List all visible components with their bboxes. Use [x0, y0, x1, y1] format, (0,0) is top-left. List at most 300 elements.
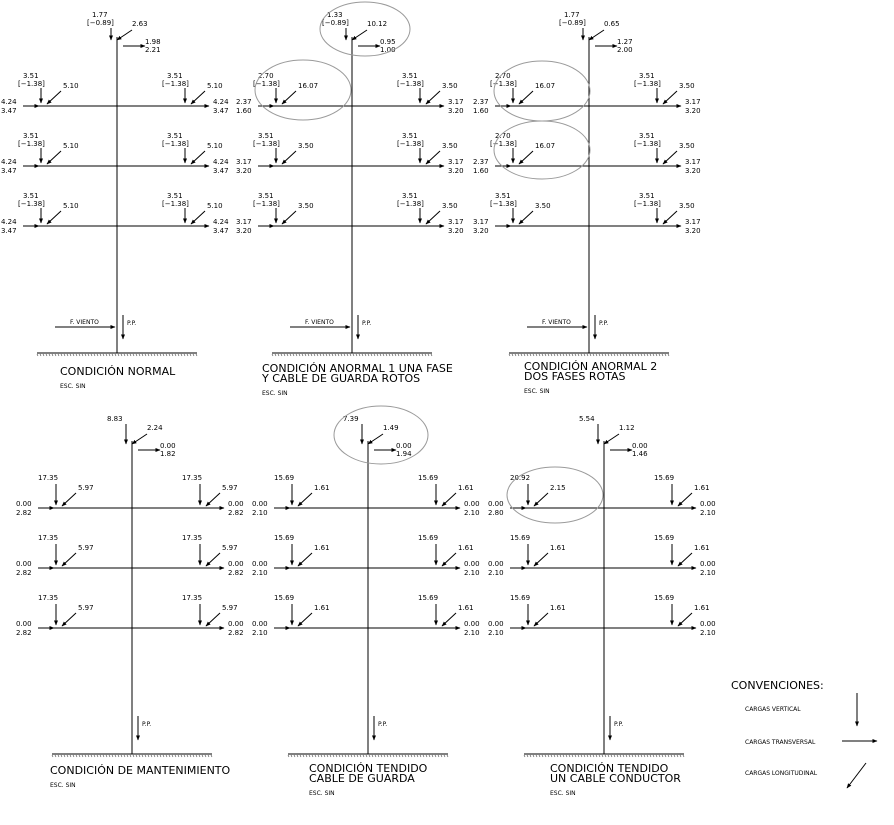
vertical-load-bracket: [−1.38] [397, 200, 424, 208]
transversal-load-value-upper: 0.00 [16, 560, 32, 568]
transversal-load-value-lower: 3.20 [685, 167, 701, 175]
diagram-anormal-1 [236, 2, 464, 397]
longitudinal-load-value: 3.50 [298, 142, 314, 150]
ground-hatch [136, 755, 137, 757]
vertical-load-value: 2.70 [495, 132, 511, 140]
longitudinal-load-value: 16.07 [535, 82, 556, 90]
ground-hatch [620, 755, 621, 757]
ground-hatch [333, 755, 334, 757]
ground-hatch [596, 354, 597, 356]
ground-hatch [632, 354, 633, 356]
ground-hatch [61, 755, 62, 757]
left-load-node [1, 72, 79, 115]
diagonal-arrow-icon [847, 763, 866, 788]
transversal-load-value-lower: 3.20 [448, 227, 464, 235]
ground-hatch [590, 755, 591, 757]
ground-hatch [650, 354, 651, 356]
ground-hatch [626, 755, 627, 757]
ground-hatch [127, 755, 128, 757]
longitudinal-load-arrow [206, 553, 220, 566]
longitudinal-load-arrow [47, 91, 61, 104]
crossarm-1 [488, 474, 716, 517]
ground-hatch [593, 755, 594, 757]
longitudinal-load-arrow [442, 493, 456, 506]
crossarm-1 [473, 72, 701, 115]
ground-hatch [76, 755, 77, 757]
vertical-load-value: 15.69 [274, 534, 295, 542]
transversal-load-value-upper: 3.17 [448, 98, 464, 106]
ground-hatch [118, 755, 119, 757]
ground-hatch [429, 755, 430, 757]
ground-hatch [175, 755, 176, 757]
diagram-title: CONDICIÓN ANORMAL 1 UNA FASE [262, 362, 453, 375]
ground-hatch [58, 755, 59, 757]
ground-hatch [515, 354, 516, 356]
transversal-load-value-lower: 2.82 [228, 509, 244, 517]
ground-hatch [402, 755, 403, 757]
ground-hatch [674, 755, 675, 757]
top-diagonal-arrow [368, 434, 383, 444]
vertical-load-value: 15.69 [654, 534, 675, 542]
longitudinal-load-value: 1.61 [458, 604, 474, 612]
top-vertical-value: 5.54 [579, 415, 595, 423]
transversal-load-value-upper: 3.17 [685, 158, 701, 166]
right-load-node [418, 474, 480, 517]
transversal-load-value-lower: 3.47 [1, 167, 17, 175]
ground-hatch [103, 755, 104, 757]
longitudinal-load-value: 3.50 [442, 82, 458, 90]
ground-hatch [365, 354, 366, 356]
transversal-load-value-lower: 2.82 [16, 629, 32, 637]
crossarm-3 [252, 594, 480, 637]
transversal-load-value-upper: 0.00 [488, 500, 504, 508]
transversal-load-value-lower: 1.60 [473, 167, 489, 175]
ground-hatch [539, 755, 540, 757]
ground-hatch [293, 354, 294, 356]
ground-hatch [324, 755, 325, 757]
ground-hatch [181, 755, 182, 757]
wind-force-label: F. VIENTO [305, 319, 334, 326]
ground-hatch [297, 755, 298, 757]
conventions-legend [731, 679, 877, 788]
diagram-title: CABLE DE GUARDA [309, 772, 415, 785]
ground-hatch [115, 755, 116, 757]
vertical-load-value: 15.69 [510, 534, 531, 542]
transversal-load-value-upper: 0.00 [488, 620, 504, 628]
vertical-load-bracket: [−1.38] [18, 200, 45, 208]
ground-hatch [49, 354, 50, 356]
longitudinal-load-value: 5.10 [63, 82, 79, 90]
ground-hatch [560, 755, 561, 757]
crossarm-2 [16, 534, 244, 577]
transversal-load-value-upper: 2.37 [473, 98, 489, 106]
ground-hatch [608, 354, 609, 356]
ground-hatch [629, 755, 630, 757]
ground-hatch [542, 354, 543, 356]
left-load-node [252, 594, 330, 637]
ground-hatch [82, 755, 83, 757]
transversal-load-value-upper: 0.00 [16, 620, 32, 628]
ground-hatch [530, 354, 531, 356]
ground-hatch [614, 755, 615, 757]
ground-hatch [323, 354, 324, 356]
ground-hatch [67, 354, 68, 356]
transversal-load-value-lower: 3.20 [685, 107, 701, 115]
ground-hatch [554, 755, 555, 757]
top-side-value-lower: 1.82 [160, 450, 176, 458]
ground-hatch [545, 755, 546, 757]
ground-hatch [542, 755, 543, 757]
ground-hatch [410, 354, 411, 356]
longitudinal-load-value: 1.61 [694, 484, 710, 492]
left-load-node [236, 72, 318, 115]
vertical-load-value: 15.69 [654, 474, 675, 482]
ground-hatch [563, 755, 564, 757]
highlight-ellipse-1 [494, 61, 590, 121]
ground-hatch [109, 354, 110, 356]
top-diagonal-arrow [117, 30, 132, 40]
vertical-load-bracket: [−1.38] [397, 140, 424, 148]
ground-hatch [665, 755, 666, 757]
transversal-load-value-lower: 2.10 [700, 509, 716, 517]
ground-hatch [97, 354, 98, 356]
right-load-node [418, 594, 480, 637]
vertical-load-bracket: [−1.38] [162, 80, 189, 88]
right-load-node [182, 594, 244, 637]
top-side-value-lower: 2.21 [145, 46, 161, 54]
top-vertical-value: 1.77 [564, 11, 580, 19]
ground-hatch [359, 354, 360, 356]
ground-hatch [590, 354, 591, 356]
ground-hatch [82, 354, 83, 356]
ground-hatch [602, 755, 603, 757]
transversal-load-value-upper: 4.24 [1, 158, 17, 166]
ground-hatch [653, 755, 654, 757]
ground-hatch [524, 354, 525, 356]
crossarm-2 [1, 132, 229, 175]
transversal-load-value-lower: 2.82 [228, 629, 244, 637]
ground-hatch [363, 755, 364, 757]
right-load-node [654, 474, 716, 517]
ground-hatch [395, 354, 396, 356]
crossarm-2 [252, 534, 480, 577]
ground-hatch [420, 755, 421, 757]
ground-hatch [37, 354, 38, 356]
ground-hatch [314, 354, 315, 356]
left-load-node [252, 474, 330, 517]
ground-hatch [578, 354, 579, 356]
ground-hatch [533, 354, 534, 356]
transversal-load-value-upper: 0.00 [700, 500, 716, 508]
convention-label-vertical: CARGAS VERTICAL [745, 706, 801, 713]
ground-hatch [605, 755, 606, 757]
ground-hatch [584, 755, 585, 757]
ground-hatch [157, 354, 158, 356]
self-weight-label: P.P. [127, 320, 137, 327]
transversal-load-value-lower: 2.82 [228, 569, 244, 577]
longitudinal-load-arrow [678, 613, 692, 626]
ground-hatch [169, 755, 170, 757]
top-vertical-bracket: [−0.89] [322, 19, 349, 27]
ground-hatch [554, 354, 555, 356]
left-load-node [16, 534, 94, 577]
self-weight-label: P.P. [599, 320, 609, 327]
longitudinal-load-value: 1.61 [314, 604, 330, 612]
longitudinal-load-value: 5.97 [222, 604, 238, 612]
vertical-load-value: 3.51 [402, 72, 418, 80]
right-load-node [162, 132, 229, 175]
top-diagonal-arrow [132, 434, 147, 444]
ground-hatch [184, 354, 185, 356]
diagram-scale: ESC. SIN [550, 790, 576, 797]
diagram-title: CONDICIÓN NORMAL [60, 365, 176, 378]
longitudinal-load-arrow [426, 91, 440, 104]
ground-hatch [64, 354, 65, 356]
ground-hatch [326, 354, 327, 356]
ground-hatch [305, 354, 306, 356]
crossarm-3 [1, 192, 229, 235]
longitudinal-load-arrow [62, 553, 76, 566]
ground-hatch [644, 354, 645, 356]
vertical-load-bracket: [−1.38] [490, 200, 517, 208]
ground-hatch [668, 354, 669, 356]
transversal-load-value-lower: 2.82 [16, 509, 32, 517]
ground-hatch [79, 354, 80, 356]
ground-hatch [336, 755, 337, 757]
ground-hatch [284, 354, 285, 356]
ground-hatch [551, 755, 552, 757]
right-load-node [634, 72, 701, 115]
ground-hatch [581, 755, 582, 757]
ground-hatch [414, 755, 415, 757]
vertical-load-value: 3.51 [167, 192, 183, 200]
ground-hatch [399, 755, 400, 757]
transversal-load-value-upper: 4.24 [213, 218, 229, 226]
longitudinal-load-value: 5.10 [207, 142, 223, 150]
ground-hatch [109, 755, 110, 757]
top-vertical-value: 1.33 [327, 11, 343, 19]
diagram-tendido-guarda [252, 406, 480, 797]
ground-hatch [368, 354, 369, 356]
longitudinal-load-value: 1.61 [458, 484, 474, 492]
ground-hatch [527, 354, 528, 356]
diagram-title: DOS FASES ROTAS [524, 370, 626, 383]
transversal-load-value-lower: 3.20 [448, 107, 464, 115]
transversal-load-value-lower: 3.20 [685, 227, 701, 235]
top-diagonal-value: 1.12 [619, 424, 635, 432]
ground-hatch [572, 755, 573, 757]
ground-hatch [46, 354, 47, 356]
ground-hatch [623, 755, 624, 757]
vertical-load-value: 3.51 [23, 132, 39, 140]
ground-hatch [329, 354, 330, 356]
ground-hatch [587, 755, 588, 757]
left-load-node [473, 132, 555, 175]
longitudinal-load-value: 16.07 [298, 82, 319, 90]
longitudinal-load-arrow [62, 613, 76, 626]
ground-hatch [145, 755, 146, 757]
ground-hatch [411, 755, 412, 757]
longitudinal-load-value: 5.10 [63, 202, 79, 210]
ground-hatch [521, 354, 522, 356]
ground-hatch [426, 755, 427, 757]
ground-hatch [680, 755, 681, 757]
ground-hatch [288, 755, 289, 757]
vertical-load-value: 2.70 [495, 72, 511, 80]
ground-hatch [444, 755, 445, 757]
ground-hatch [557, 354, 558, 356]
transversal-load-value-lower: 2.10 [700, 629, 716, 637]
longitudinal-load-arrow [663, 211, 677, 224]
right-load-node [162, 192, 229, 235]
ground-hatch [97, 755, 98, 757]
longitudinal-load-value: 2.15 [550, 484, 566, 492]
ground-hatch [536, 354, 537, 356]
left-load-node [488, 534, 566, 577]
top-side-value-lower: 1.94 [396, 450, 412, 458]
ground-hatch [187, 354, 188, 356]
longitudinal-load-arrow [678, 493, 692, 506]
ground-hatch [605, 354, 606, 356]
longitudinal-load-value: 5.10 [207, 82, 223, 90]
ground-hatch [133, 354, 134, 356]
ground-hatch [392, 354, 393, 356]
ground-hatch [205, 755, 206, 757]
ground-hatch [380, 354, 381, 356]
ground-hatch [665, 354, 666, 356]
ground-hatch [599, 755, 600, 757]
ground-hatch [656, 755, 657, 757]
ground-hatch [647, 354, 648, 356]
diagram-title: Y CABLE DE GUARDA ROTOS [262, 372, 421, 385]
ground-hatch [405, 755, 406, 757]
vertical-load-value: 3.51 [639, 132, 655, 140]
ground-hatch [419, 354, 420, 356]
top-side-value-upper: 0.00 [160, 442, 176, 450]
ground-hatch [593, 354, 594, 356]
left-load-node [473, 72, 555, 115]
vertical-load-value: 15.69 [510, 594, 531, 602]
longitudinal-load-value: 5.97 [222, 484, 238, 492]
right-load-node [634, 132, 701, 175]
longitudinal-load-value: 3.50 [442, 202, 458, 210]
ground-hatch [296, 354, 297, 356]
ground-hatch [294, 755, 295, 757]
ground-hatch [644, 755, 645, 757]
ground-hatch [73, 755, 74, 757]
vertical-load-value: 3.51 [167, 72, 183, 80]
longitudinal-load-arrow [663, 151, 677, 164]
transversal-load-value-lower: 2.10 [488, 629, 504, 637]
ground-hatch [372, 755, 373, 757]
longitudinal-load-value: 5.97 [78, 604, 94, 612]
ground-hatch [353, 354, 354, 356]
longitudinal-load-arrow [442, 613, 456, 626]
ground-hatch [396, 755, 397, 757]
ground-hatch [662, 354, 663, 356]
crossarm-3 [473, 192, 701, 235]
diagram-scale: ESC. SIN [50, 782, 76, 789]
ground-hatch [575, 354, 576, 356]
ground-hatch [124, 755, 125, 757]
ground-hatch [432, 755, 433, 757]
ground-hatch [91, 755, 92, 757]
ground-hatch [309, 755, 310, 757]
right-load-node [418, 534, 480, 577]
transversal-load-value-upper: 0.00 [228, 500, 244, 508]
ground-hatch [115, 354, 116, 356]
vertical-load-value: 17.35 [38, 474, 59, 482]
ground-hatch [545, 354, 546, 356]
vertical-load-value: 15.69 [418, 474, 439, 482]
vertical-load-value: 3.51 [495, 192, 511, 200]
left-load-node [1, 192, 79, 235]
top-vertical-value: 1.77 [92, 11, 108, 19]
ground-hatch [422, 354, 423, 356]
ground-hatch [121, 354, 122, 356]
ground-hatch [441, 755, 442, 757]
ground-hatch [374, 354, 375, 356]
top-diagonal-value: 2.24 [147, 424, 163, 432]
ground-hatch [548, 755, 549, 757]
ground-hatch [566, 755, 567, 757]
ground-line [288, 754, 448, 757]
longitudinal-load-value: 1.61 [550, 544, 566, 552]
ground-hatch [635, 354, 636, 356]
ground-hatch [327, 755, 328, 757]
ground-hatch [530, 755, 531, 757]
ground-hatch [611, 755, 612, 757]
self-weight-label: P.P. [142, 721, 152, 728]
ground-hatch [416, 354, 417, 356]
crossarm-1 [1, 72, 229, 115]
right-load-node [397, 192, 464, 235]
ground-hatch [76, 354, 77, 356]
ground-hatch [300, 755, 301, 757]
top-side-value-upper: 0.00 [632, 442, 648, 450]
ground-hatch [351, 755, 352, 757]
ground-hatch [166, 755, 167, 757]
ground-hatch [199, 755, 200, 757]
ground-hatch [384, 755, 385, 757]
transversal-load-value-upper: 0.00 [16, 500, 32, 508]
transversal-load-value-lower: 2.10 [252, 569, 268, 577]
ground-hatch [184, 755, 185, 757]
ground-hatch [366, 755, 367, 757]
ground-hatch [317, 354, 318, 356]
longitudinal-load-arrow [282, 91, 296, 104]
top-side-value-upper: 1.98 [145, 38, 161, 46]
transversal-load-value-upper: 2.37 [473, 158, 489, 166]
highlight-ellipse-2 [494, 121, 590, 179]
transversal-load-value-lower: 3.20 [473, 227, 489, 235]
vertical-load-value: 15.69 [274, 474, 295, 482]
ground-hatch [560, 354, 561, 356]
vertical-load-value: 15.69 [274, 594, 295, 602]
ground-hatch [281, 354, 282, 356]
ground-hatch [407, 354, 408, 356]
longitudinal-load-value: 1.61 [694, 604, 710, 612]
ground-hatch [332, 354, 333, 356]
ground-hatch [202, 755, 203, 757]
transversal-load-value-lower: 2.10 [464, 509, 480, 517]
vertical-load-bracket: [−1.38] [18, 80, 45, 88]
ground-hatch [311, 354, 312, 356]
ground-hatch [160, 354, 161, 356]
ground-hatch [85, 755, 86, 757]
transversal-load-value-upper: 2.37 [236, 98, 252, 106]
ground-hatch [360, 755, 361, 757]
